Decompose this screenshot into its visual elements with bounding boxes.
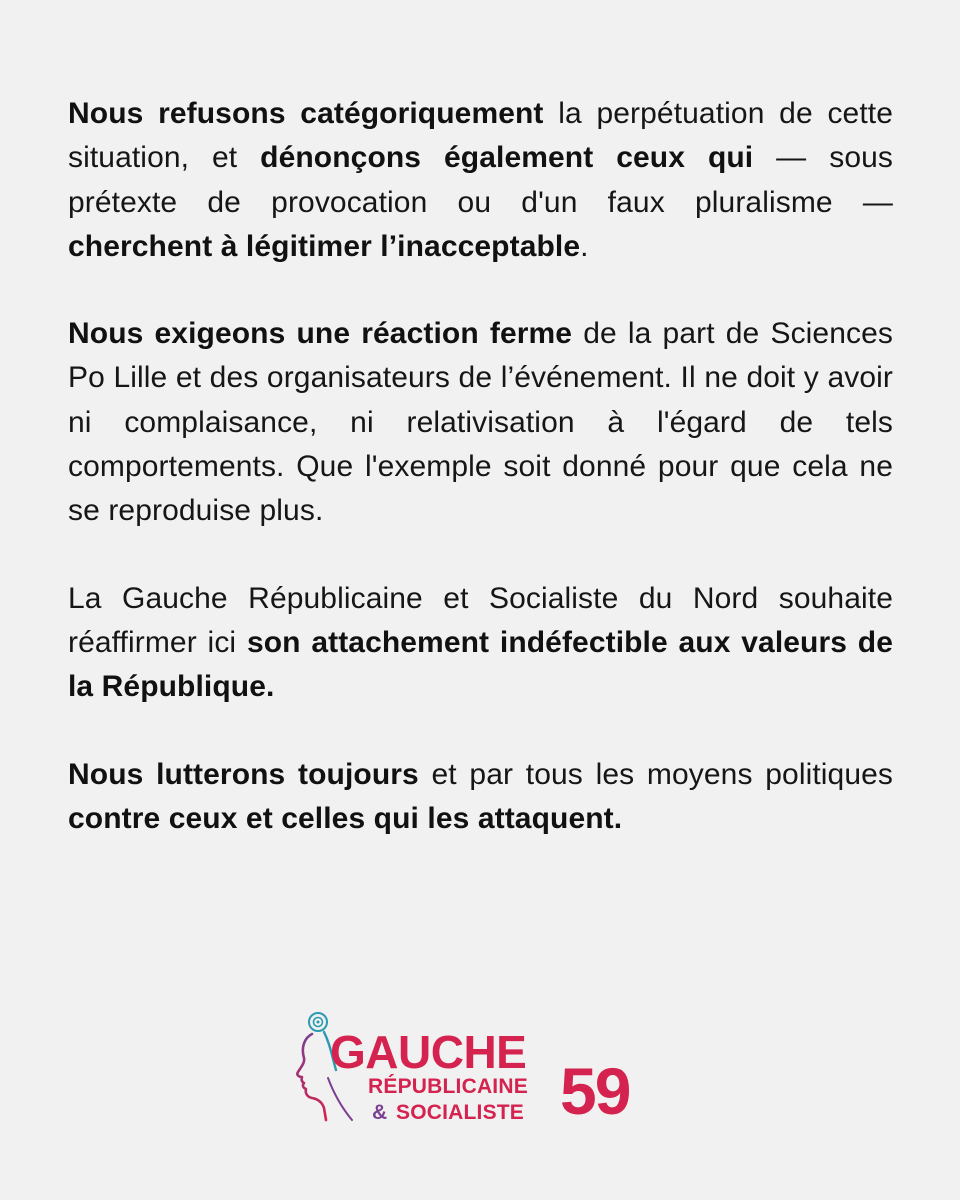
bold-text-segment: son attachement indéfectible aux valeurs de la République. bbox=[68, 625, 893, 704]
logo-socialiste-text: SOCIALISTE bbox=[396, 1101, 525, 1124]
paragraph-demand bbox=[68, 312, 893, 533]
party-logo bbox=[290, 1008, 650, 1133]
text-segment: La Gauche Républicaine et Socialiste du Nord souhaite réaffirmer ici bbox=[68, 581, 893, 659]
bold-text-segment: Nous refusons catégoriquement bbox=[68, 97, 544, 130]
bold-text-segment: Nous exigeons une réaction ferme bbox=[68, 317, 573, 351]
bold-text-segment: contre ceux et celles qui les attaquent. bbox=[68, 801, 623, 835]
text-segment: — sous prétexte de provocation ou d'un faux pluralisme — bbox=[68, 141, 893, 219]
bold-text-segment: dénonçons également ceux qui bbox=[260, 141, 754, 175]
text-segment: de la part de Sciences Po Lille et des organisateurs de l’événement. Il ne doit y avoir ni complaisance, ni relativisation à l'égard de tels comportements. Que l'exemple soit donné pour que cela ne se reproduise plus. bbox=[68, 317, 893, 528]
text-segment: . bbox=[580, 229, 589, 263]
text-segment: la perpétuation de cette situation, et bbox=[68, 97, 893, 175]
bold-text-segment: Nous lutterons toujours bbox=[68, 757, 419, 791]
logo-department-number: 59 bbox=[560, 1054, 630, 1128]
bold-text-segment: cherchent à légitimer l’inacceptable bbox=[68, 229, 581, 263]
paragraph-commitment bbox=[68, 753, 893, 842]
paragraph-reaffirmation bbox=[68, 577, 893, 710]
text-segment: et par tous les moyens politiques bbox=[418, 757, 893, 791]
statement-body bbox=[68, 92, 893, 884]
paragraph-refusal bbox=[68, 92, 893, 269]
logo-ampersand: & bbox=[372, 1101, 388, 1124]
logo-gauche-text: GAUCHE bbox=[330, 1026, 527, 1078]
logo-republicaine-text: RÉPUBLICAINE bbox=[368, 1075, 528, 1098]
